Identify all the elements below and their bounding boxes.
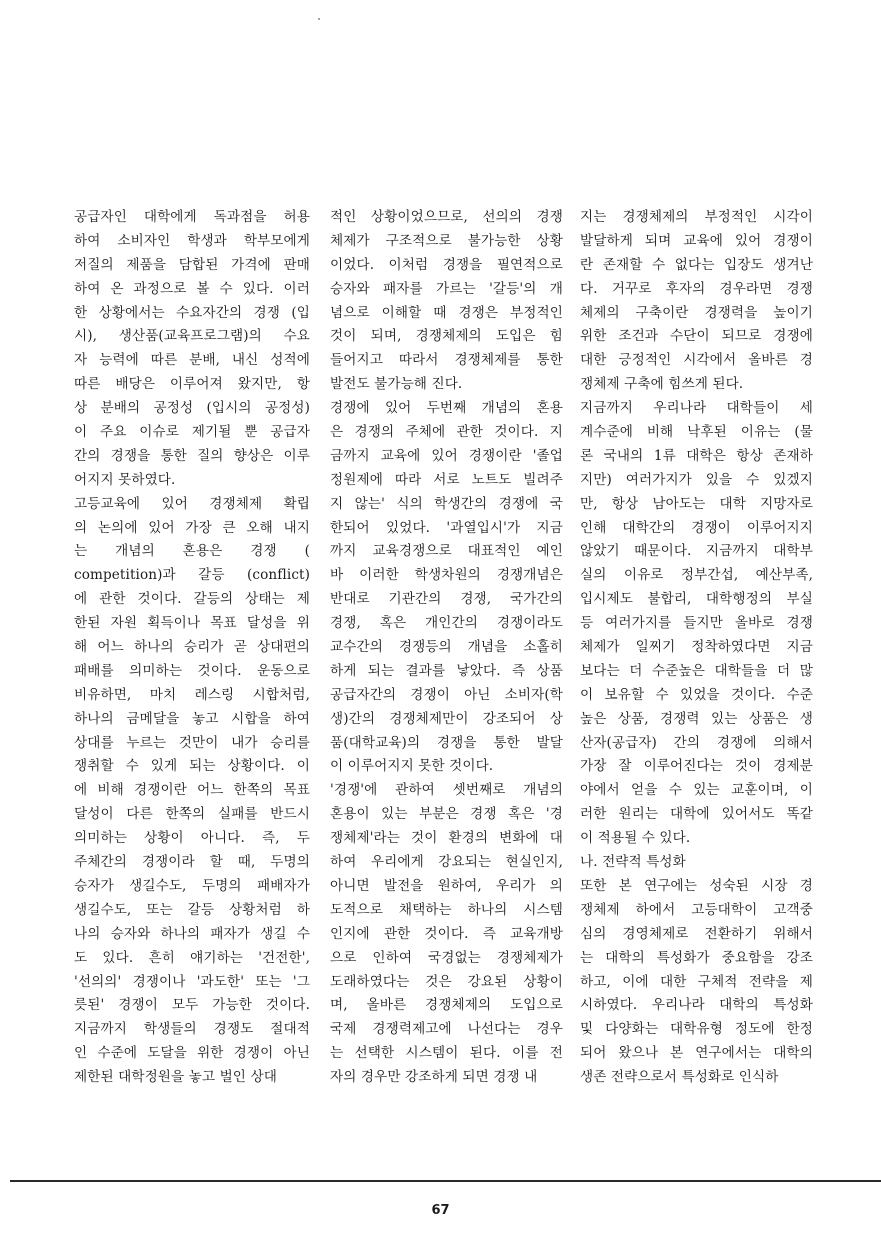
text-line: 달성이 다른 한쪽의 실패를 반드시 [74, 806, 310, 823]
text-line: 승자와 패자를 가르는 '갈등'의 개 [330, 280, 563, 297]
text-line: 바 이러한 학생차원의 경쟁개념은 [330, 567, 563, 584]
text-line: 공급자간의 경쟁이 아닌 소비자(학 [330, 686, 563, 703]
text-line: 패배를 의미하는 것이다. 운동으로 [74, 662, 310, 679]
text-line: 이 보유할 수 있었을 것이다. 수준 [580, 686, 813, 703]
text-line: 지금까지 학생들의 경쟁도 절대적 [74, 1021, 310, 1038]
text-line: 한 상황에서는 수요자간의 경쟁 (입 [74, 304, 310, 321]
text-line: 따른 배당은 이루어져 왔지만, 항 [74, 376, 310, 393]
text-line: 발달하게 되며 교육에 있어 경쟁이 [580, 232, 813, 249]
text-line: 이 이루어지지 못한 것이다. [330, 758, 494, 775]
text-line: '경쟁'에 관하여 셋번째로 개념의 [330, 782, 563, 799]
text-line: 경쟁, 혹은 개인간의 경쟁이라도 [330, 615, 563, 632]
text-line: 이 주요 이슈로 제기될 뿐 공급자 [74, 424, 310, 441]
text-line: 아니면 발전을 원하여, 우리가 의 [330, 877, 563, 894]
text-line: 나의 승자와 하나의 패자가 생길 수 [74, 925, 310, 942]
text-line: 만, 항상 남아도는 대학 지망자로 [580, 495, 813, 512]
text-line: 금까지 교육에 있어 경쟁이란 '졸업 [330, 447, 563, 464]
text-line: 한되어 있었다. '과열입시'가 지금 [330, 519, 563, 536]
text-line: 승자가 생길수도, 두명의 패배자가 [74, 877, 310, 894]
text-column-left [74, 206, 310, 1206]
text-line: 쟁체제'라는 것이 환경의 변화에 대 [330, 830, 563, 847]
text-line: 는 선택한 시스템이 된다. 이를 전 [330, 1045, 563, 1062]
text-line: 하여 우리에게 강요되는 현실인지, [330, 854, 563, 871]
text-line: 의미하는 상황이 아니다. 즉, 두 [74, 830, 310, 847]
text-line: 국제 경쟁력제고에 나선다는 경우 [330, 1021, 563, 1038]
text-line: 하게 되는 결과를 낳았다. 즉 상품 [330, 662, 563, 679]
text-column-middle [330, 206, 563, 1206]
text-line: 지는 경쟁체제의 부정적인 시각이 [580, 209, 813, 225]
text-line: 들어지고 따라서 경쟁체제를 통한 [330, 352, 563, 369]
text-line: 고등교육에 있어 경쟁체제 확립 [74, 495, 310, 512]
text-line: 보다는 더 수준높은 대학들을 더 많 [580, 662, 813, 679]
text-line: 자의 경우만 강조하게 되면 경쟁 내 [330, 1069, 538, 1086]
text-line: 혼용이 있는 부분은 경쟁 혹은 '경 [330, 806, 563, 823]
text-line: 까지 교육경쟁으로 대표적인 예인 [330, 543, 563, 560]
text-line: 산자(공급자) 간의 경쟁에 의해서 [580, 734, 813, 751]
text-line: 에 관한 것이다. 갈등의 상태는 제 [74, 591, 310, 608]
text-line: 한된 자원 획득이나 목표 달성을 위 [74, 615, 310, 632]
text-line: 입시제도 불합리, 대학행정의 부실 [580, 591, 813, 608]
text-line: 등 여러가지를 들지만 올바로 경쟁 [580, 615, 813, 632]
text-line: 실의 이유로 정부간섭, 예산부족, [580, 567, 813, 584]
text-line: 되어 왔으나 본 연구에서는 대학의 [580, 1045, 813, 1062]
text-line: 정원제에 따라 서로 노트도 빌려주 [330, 471, 563, 488]
text-line: 해 어느 하나의 승리가 곧 상대편의 [74, 639, 310, 656]
text-line: 란 존재할 수 없다는 입장도 생겨난 [580, 256, 813, 273]
text-line: 않았기 때문이다. 지금까지 대학부 [580, 543, 813, 560]
text-line: 반대로 기관간의 경쟁, 국가간의 [330, 591, 563, 608]
text-line: 또한 본 연구에는 성숙된 시장 경 [580, 877, 813, 894]
text-line: 도래하였다는 것은 강요된 상황이 [330, 973, 563, 990]
text-line: 심의 경영체제로 전환하기 위해서 [580, 925, 813, 942]
text-line: 교수간의 경쟁등의 개념을 소홀히 [330, 639, 563, 656]
text-line: 지금까지 우리나라 대학들이 세 [580, 400, 813, 417]
text-line: 나. 전략적 특성화 [580, 854, 686, 871]
text-line: 는 개념의 혼용은 경쟁 ( [74, 543, 310, 560]
text-line: 며, 올바른 경쟁체제의 도입으로 [330, 997, 563, 1014]
text-line: 인해 대학간의 경쟁이 이루어지지 [580, 519, 813, 536]
text-line: 주체간의 경쟁이라 할 때, 두명의 [74, 854, 310, 871]
text-line: 공급자인 대학에게 독과점을 허용 [74, 209, 310, 225]
text-line: 시), 생산품(교육프로그램)의 수요 [74, 328, 310, 345]
text-line: 쟁체제 구축에 힘쓰게 된다. [580, 376, 744, 393]
text-line: 는 대학의 특성화가 중요함을 강조 [580, 949, 813, 966]
text-line: 위한 조건과 수단이 되므로 경쟁에 [580, 328, 813, 345]
text-line: 어지지 못하였다. [74, 471, 176, 488]
text-line: 계수준에 비해 낙후된 이유는 (물 [580, 424, 813, 441]
text-line: 론 국내의 1류 대학은 항상 존재하 [580, 447, 813, 464]
text-line: 및 다양화는 대학유형 정도에 한정 [580, 1021, 813, 1038]
text-line: 경쟁에 있어 두번째 개념의 혼용 [330, 400, 563, 417]
text-line: 인 수준에 도달을 위한 경쟁이 아닌 [74, 1045, 310, 1062]
text-line: 간의 경쟁을 통한 질의 향상은 이루 [74, 447, 310, 464]
page-number: 67 [431, 1203, 450, 1218]
text-line: 생)간의 경쟁체제만이 강조되어 상 [330, 710, 563, 727]
text-line: 높은 상품, 경쟁력 있는 상품은 생 [580, 710, 813, 727]
text-line: 야에서 얻을 수 있는 교훈이며, 이 [580, 782, 813, 799]
text-line: 제한된 대학정원을 놓고 벌인 상대 [74, 1069, 277, 1086]
text-line: 발전도 불가능해 진다. [330, 376, 463, 393]
text-line: 하나의 금메달을 놓고 시합을 하여 [74, 710, 310, 727]
text-line: 념으로 이해할 때 경쟁은 부정적인 [330, 304, 563, 321]
text-line: 상대를 누르는 것만이 내가 승리를 [74, 734, 310, 751]
text-line: 생존 전략으로서 특성화로 인식하 [580, 1069, 779, 1086]
text-line: 으로 인하여 국경없는 경쟁체제가 [330, 949, 563, 966]
text-line: 하고, 이에 대한 구체적 전략을 제 [580, 973, 813, 990]
text-line: 저질의 제품을 담합된 가격에 판매 [74, 256, 310, 273]
text-column-right [580, 206, 813, 1206]
text-line: 하여 온 과정으로 볼 수 있다. 이러 [74, 280, 310, 297]
text-line: 생길수도, 또는 갈등 상황처럼 하 [74, 901, 310, 918]
text-line: 하여 소비자인 학생과 학부모에게 [74, 232, 310, 249]
text-line: 적인 상황이었으므로, 선의의 경쟁 [330, 209, 563, 225]
text-line: 이 적용될 수 있다. [580, 830, 691, 847]
text-line: 시하였다. 우리나라 대학의 특성화 [580, 997, 813, 1014]
text-line: 가장 잘 이루어진다는 것이 경제분 [580, 758, 813, 775]
text-line: 지만) 여러가지가 있을 수 있겠지 [580, 471, 813, 488]
text-line: 다. 거꾸로 후자의 경우라면 경쟁 [580, 280, 813, 297]
text-line: 체제가 구조적으로 불가능한 상황 [330, 232, 563, 249]
text-line: 의 논의에 있어 가장 큰 오해 내지 [74, 519, 310, 536]
scan-speck [318, 18, 320, 20]
text-line: 에 비해 경쟁이란 어느 한쪽의 목표 [74, 782, 310, 799]
text-line: competition)과 갈등 (conflict) [74, 567, 310, 584]
text-line: 러한 원리는 대학에 있어서도 똑같 [580, 806, 813, 823]
text-line: 도적으로 채택하는 하나의 시스템 [330, 901, 563, 918]
text-line: 상 분배의 공정성 (입시의 공정성) [74, 400, 310, 417]
footer-rule [10, 1180, 881, 1182]
text-line: 은 경쟁의 주체에 관한 것이다. 지 [330, 424, 563, 441]
text-line: 품(대학교육)의 경쟁을 통한 발달 [330, 734, 563, 751]
text-line: 쟁체제 하에서 고등대학이 고객중 [580, 901, 813, 918]
text-line: 쟁취할 수 있게 되는 상황이다. 이 [74, 758, 310, 775]
text-line: 인지에 관한 것이다. 즉 교육개방 [330, 925, 563, 942]
text-line: 자 능력에 따른 분배, 내신 성적에 [74, 352, 310, 369]
text-line: 체제의 구축이란 경쟁력을 높이기 [580, 304, 813, 321]
text-line: 비유하면, 마치 레스링 시합처럼, [74, 686, 310, 703]
text-line: 도 있다. 흔히 얘기하는 '건전한', [74, 949, 310, 966]
text-line: 릇된' 경쟁이 모두 가능한 것이다. [74, 997, 310, 1014]
text-line: 지 않는' 식의 학생간의 경쟁에 국 [330, 495, 563, 512]
text-line: '선의의' 경쟁이나 '과도한' 또는 '그 [74, 973, 310, 990]
text-line: 것이 되며, 경쟁체제의 도입은 힘 [330, 328, 563, 345]
text-line: 체제가 일찌기 정착하였다면 지금 [580, 639, 813, 656]
text-line: 대한 긍정적인 시각에서 올바른 경 [580, 352, 813, 369]
text-line: 이었다. 이처럼 경쟁을 필연적으로 [330, 256, 563, 273]
